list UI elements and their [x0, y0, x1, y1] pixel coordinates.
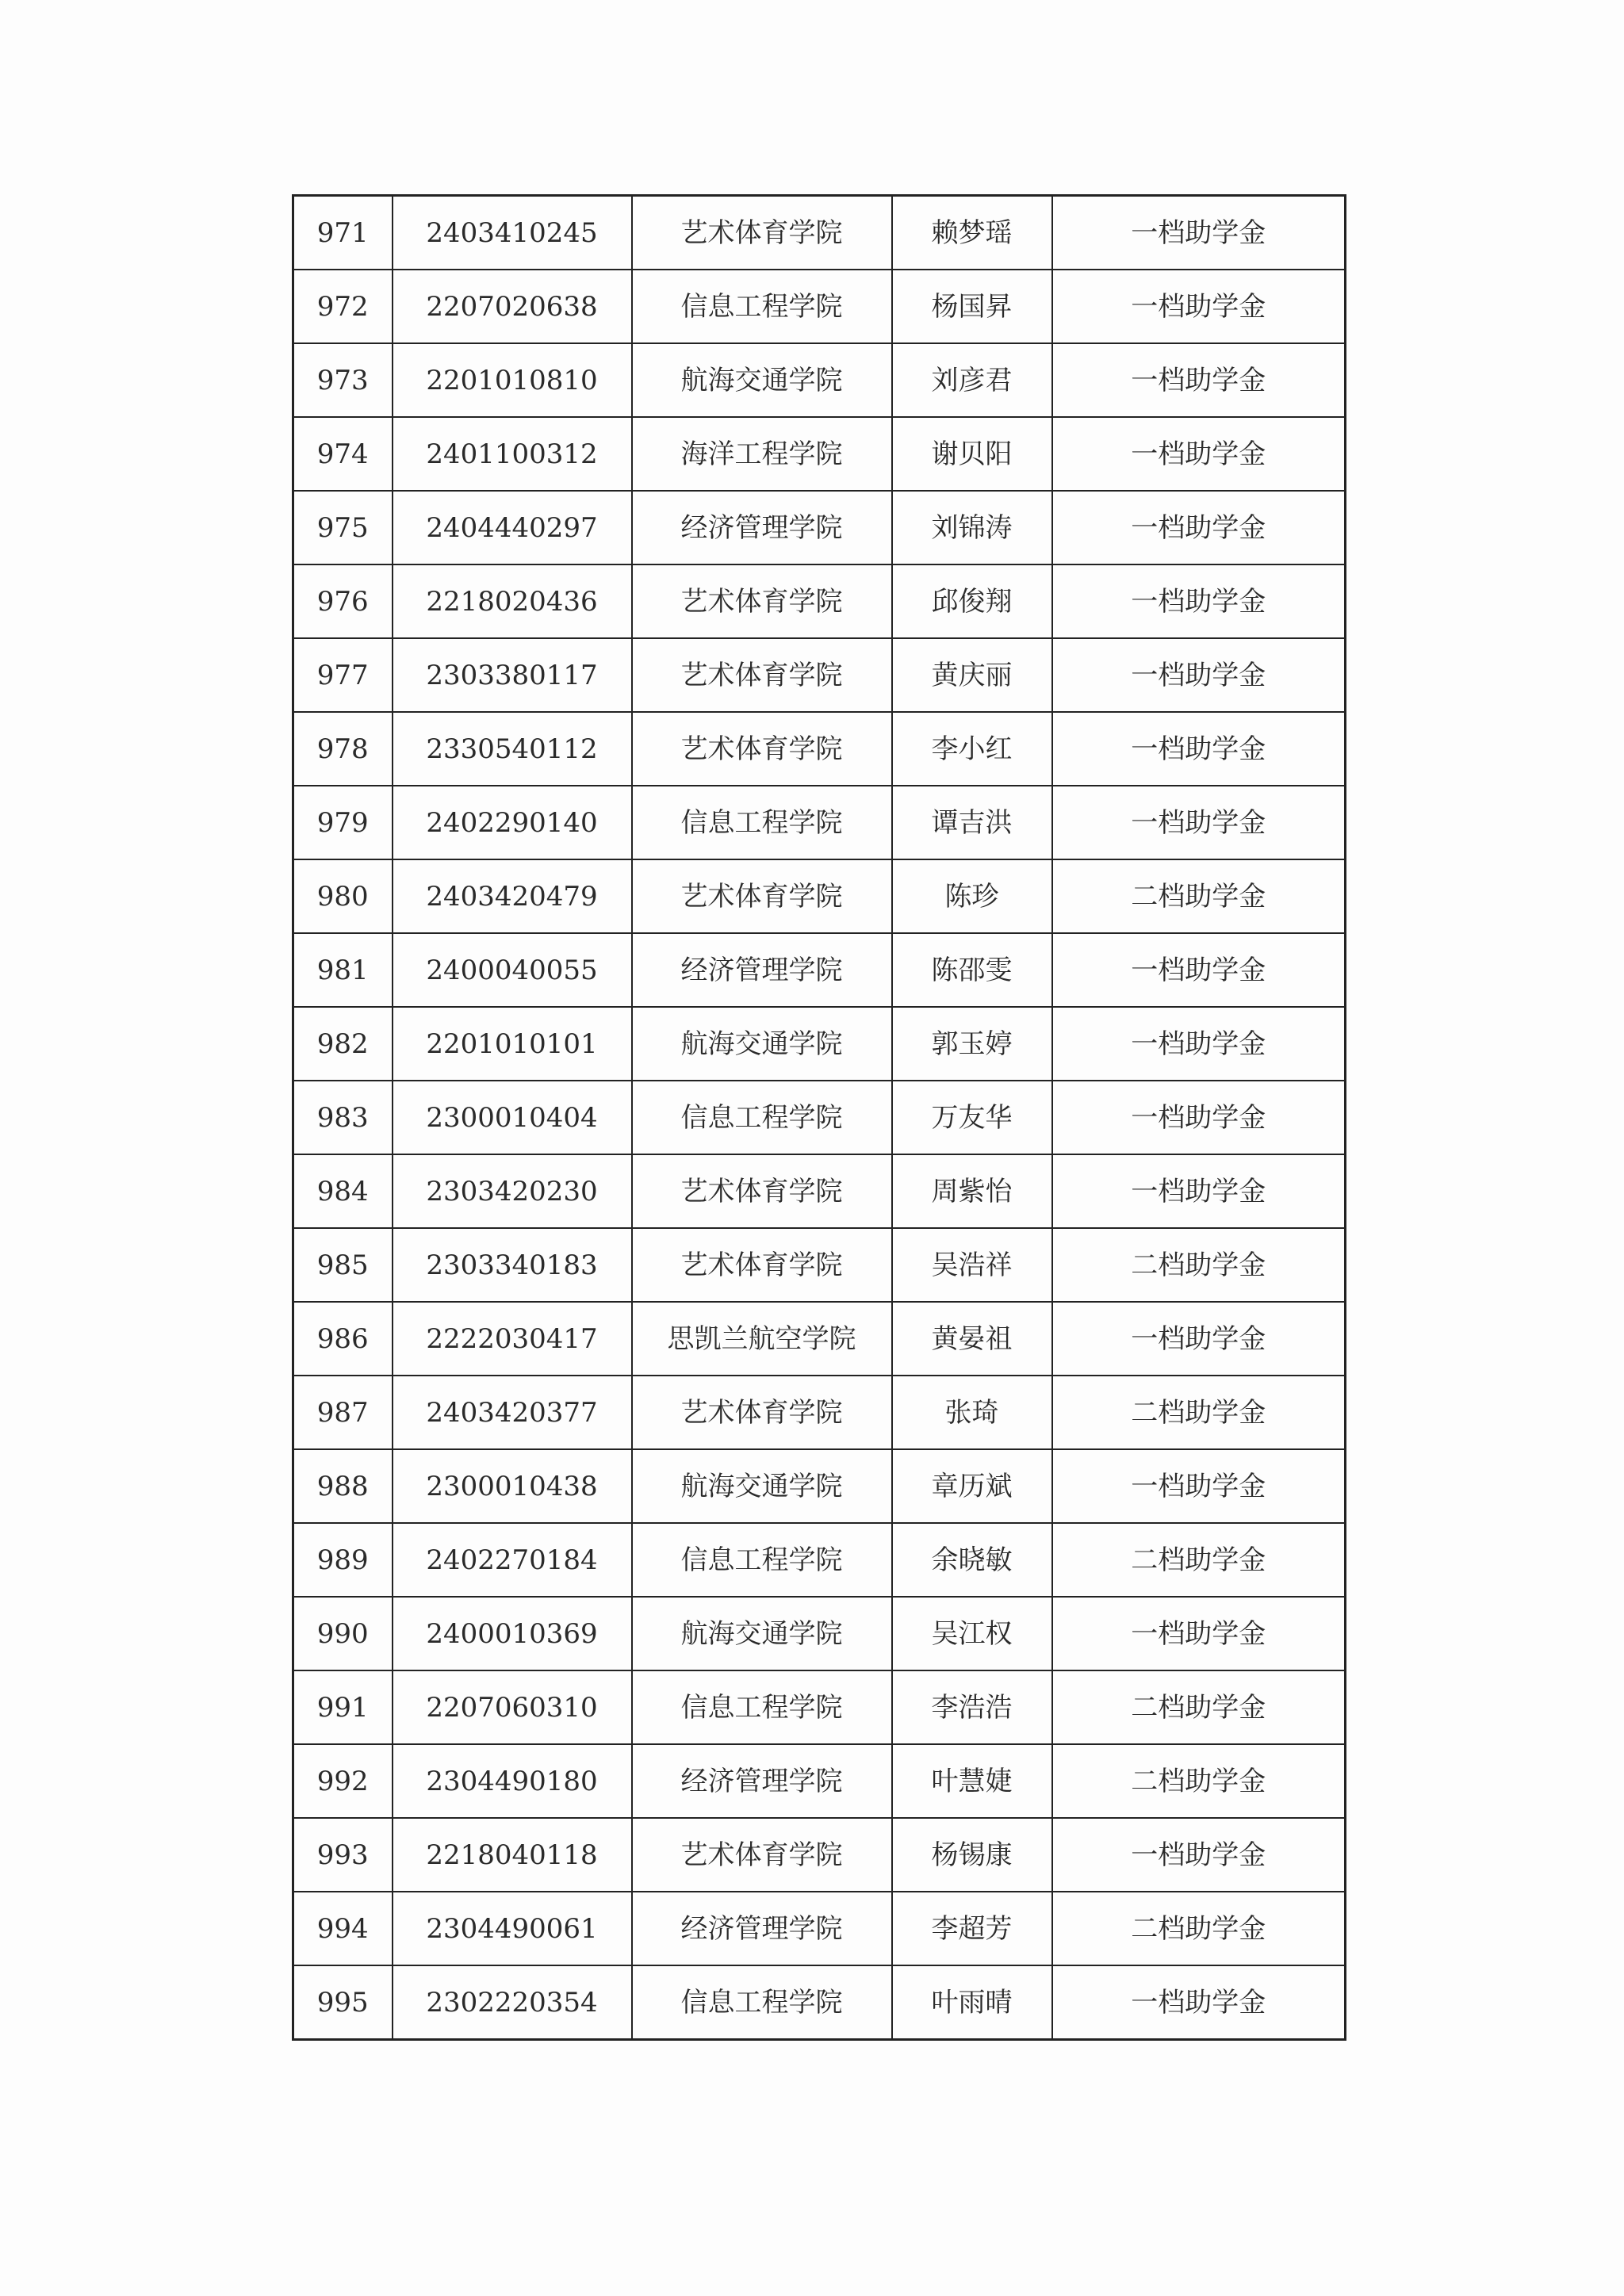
college: 航海交通学院: [632, 1597, 892, 1670]
student-id: 2402270184: [393, 1523, 632, 1597]
student-id: 2303340183: [393, 1228, 632, 1302]
table-row: [293, 933, 1346, 1007]
row-number: 975: [293, 491, 393, 564]
row-number: 971: [293, 196, 393, 270]
student-name: 张琦: [892, 1376, 1052, 1449]
student-name: 陈珍: [892, 859, 1052, 933]
grant-level: 一档助学金: [1052, 933, 1346, 1007]
student-id: 2400010369: [393, 1597, 632, 1670]
college: 航海交通学院: [632, 1449, 892, 1523]
row-number: 990: [293, 1597, 393, 1670]
grant-level: 二档助学金: [1052, 1523, 1346, 1597]
grant-level: 一档助学金: [1052, 491, 1346, 564]
table-row: [293, 786, 1346, 859]
student-id: 2404440297: [393, 491, 632, 564]
row-number: 980: [293, 859, 393, 933]
student-name: 陈邵雯: [892, 933, 1052, 1007]
table-row: [293, 1302, 1346, 1376]
row-number: 992: [293, 1744, 393, 1818]
student-name: 万友华: [892, 1081, 1052, 1154]
student-name: 周紫怡: [892, 1154, 1052, 1228]
college: 艺术体育学院: [632, 1228, 892, 1302]
row-number: 986: [293, 1302, 393, 1376]
student-id: 2304490180: [393, 1744, 632, 1818]
college: 经济管理学院: [632, 1892, 892, 1965]
student-name: 章历斌: [892, 1449, 1052, 1523]
grant-level: 二档助学金: [1052, 1744, 1346, 1818]
college: 经济管理学院: [632, 1744, 892, 1818]
student-name: 邱俊翔: [892, 564, 1052, 638]
table-row: [293, 196, 1346, 270]
student-id: 2201010810: [393, 343, 632, 417]
row-number: 985: [293, 1228, 393, 1302]
row-number: 994: [293, 1892, 393, 1965]
table-row: [293, 417, 1346, 491]
table-row: [293, 1670, 1346, 1744]
grant-level: 一档助学金: [1052, 343, 1346, 417]
student-id: 2207020638: [393, 270, 632, 343]
table-row: [293, 564, 1346, 638]
grant-level: 一档助学金: [1052, 1449, 1346, 1523]
student-id: 2300010438: [393, 1449, 632, 1523]
college: 经济管理学院: [632, 491, 892, 564]
college: 艺术体育学院: [632, 712, 892, 786]
grant-level: 一档助学金: [1052, 638, 1346, 712]
student-name: 谭吉洪: [892, 786, 1052, 859]
table-row: [293, 859, 1346, 933]
table-row: [293, 1007, 1346, 1081]
college: 信息工程学院: [632, 1965, 892, 2040]
student-name: 黄晏祖: [892, 1302, 1052, 1376]
table-row: [293, 1376, 1346, 1449]
student-name: 谢贝阳: [892, 417, 1052, 491]
college: 航海交通学院: [632, 343, 892, 417]
scholarship-table: [292, 194, 1346, 2041]
college: 艺术体育学院: [632, 1154, 892, 1228]
table-row: [293, 638, 1346, 712]
grant-level: 一档助学金: [1052, 786, 1346, 859]
table-row: [293, 1965, 1346, 2040]
grant-level: 一档助学金: [1052, 1965, 1346, 2040]
grant-level: 一档助学金: [1052, 1597, 1346, 1670]
student-name: 杨锡康: [892, 1818, 1052, 1892]
student-id: 2218020436: [393, 564, 632, 638]
table-row: [293, 1744, 1346, 1818]
student-id: 2402290140: [393, 786, 632, 859]
student-name: 叶雨晴: [892, 1965, 1052, 2040]
college: 思凯兰航空学院: [632, 1302, 892, 1376]
table-row: [293, 491, 1346, 564]
student-name: 刘彦君: [892, 343, 1052, 417]
row-number: 974: [293, 417, 393, 491]
table-row: [293, 1597, 1346, 1670]
college: 经济管理学院: [632, 933, 892, 1007]
student-id: 2330540112: [393, 712, 632, 786]
student-id: 2303420230: [393, 1154, 632, 1228]
row-number: 981: [293, 933, 393, 1007]
row-number: 973: [293, 343, 393, 417]
student-id: 2222030417: [393, 1302, 632, 1376]
table-row: [293, 343, 1346, 417]
table-row: [293, 712, 1346, 786]
row-number: 988: [293, 1449, 393, 1523]
row-number: 972: [293, 270, 393, 343]
student-id: 2201010101: [393, 1007, 632, 1081]
row-number: 982: [293, 1007, 393, 1081]
student-id: 2303380117: [393, 638, 632, 712]
student-id: 2403420479: [393, 859, 632, 933]
row-number: 979: [293, 786, 393, 859]
college: 艺术体育学院: [632, 564, 892, 638]
student-name: 刘锦涛: [892, 491, 1052, 564]
college: 艺术体育学院: [632, 196, 892, 270]
grant-level: 二档助学金: [1052, 1376, 1346, 1449]
student-name: 李超芳: [892, 1892, 1052, 1965]
college: 艺术体育学院: [632, 638, 892, 712]
row-number: 995: [293, 1965, 393, 2040]
college: 海洋工程学院: [632, 417, 892, 491]
student-name: 郭玉婷: [892, 1007, 1052, 1081]
table-row: [293, 1228, 1346, 1302]
grant-level: 二档助学金: [1052, 1228, 1346, 1302]
student-name: 赖梦瑶: [892, 196, 1052, 270]
grant-level: 一档助学金: [1052, 712, 1346, 786]
row-number: 991: [293, 1670, 393, 1744]
student-name: 李小红: [892, 712, 1052, 786]
college: 艺术体育学院: [632, 859, 892, 933]
student-name: 杨国昇: [892, 270, 1052, 343]
student-name: 黄庆丽: [892, 638, 1052, 712]
grant-level: 一档助学金: [1052, 196, 1346, 270]
grant-level: 一档助学金: [1052, 417, 1346, 491]
grant-level: 一档助学金: [1052, 1154, 1346, 1228]
student-name: 余晓敏: [892, 1523, 1052, 1597]
row-number: 983: [293, 1081, 393, 1154]
student-name: 李浩浩: [892, 1670, 1052, 1744]
college: 航海交通学院: [632, 1007, 892, 1081]
row-number: 976: [293, 564, 393, 638]
grant-level: 一档助学金: [1052, 564, 1346, 638]
table-row: [293, 1154, 1346, 1228]
table-row: [293, 1081, 1346, 1154]
student-name: 吴浩祥: [892, 1228, 1052, 1302]
grant-level: 一档助学金: [1052, 1818, 1346, 1892]
student-name: 叶慧婕: [892, 1744, 1052, 1818]
table-row: [293, 1449, 1346, 1523]
student-id: 2400040055: [393, 933, 632, 1007]
college: 信息工程学院: [632, 1081, 892, 1154]
student-id: 2302220354: [393, 1965, 632, 2040]
table-row: [293, 1892, 1346, 1965]
student-id: 2300010404: [393, 1081, 632, 1154]
grant-level: 一档助学金: [1052, 1302, 1346, 1376]
college: 信息工程学院: [632, 270, 892, 343]
student-id: 2218040118: [393, 1818, 632, 1892]
table-row: [293, 270, 1346, 343]
row-number: 989: [293, 1523, 393, 1597]
table-row: [293, 1818, 1346, 1892]
college: 信息工程学院: [632, 1523, 892, 1597]
grant-level: 二档助学金: [1052, 859, 1346, 933]
student-id: 2401100312: [393, 417, 632, 491]
college: 艺术体育学院: [632, 1376, 892, 1449]
college: 信息工程学院: [632, 786, 892, 859]
row-number: 977: [293, 638, 393, 712]
college: 信息工程学院: [632, 1670, 892, 1744]
row-number: 978: [293, 712, 393, 786]
student-id: 2304490061: [393, 1892, 632, 1965]
row-number: 987: [293, 1376, 393, 1449]
grant-level: 一档助学金: [1052, 270, 1346, 343]
college: 艺术体育学院: [632, 1818, 892, 1892]
grant-level: 一档助学金: [1052, 1081, 1346, 1154]
row-number: 984: [293, 1154, 393, 1228]
grant-level: 一档助学金: [1052, 1007, 1346, 1081]
student-id: 2207060310: [393, 1670, 632, 1744]
student-id: 2403420377: [393, 1376, 632, 1449]
table-body: [293, 196, 1346, 2040]
table-row: [293, 1523, 1346, 1597]
row-number: 993: [293, 1818, 393, 1892]
student-id: 2403410245: [393, 196, 632, 270]
student-name: 吴江权: [892, 1597, 1052, 1670]
grant-level: 二档助学金: [1052, 1892, 1346, 1965]
grant-level: 二档助学金: [1052, 1670, 1346, 1744]
